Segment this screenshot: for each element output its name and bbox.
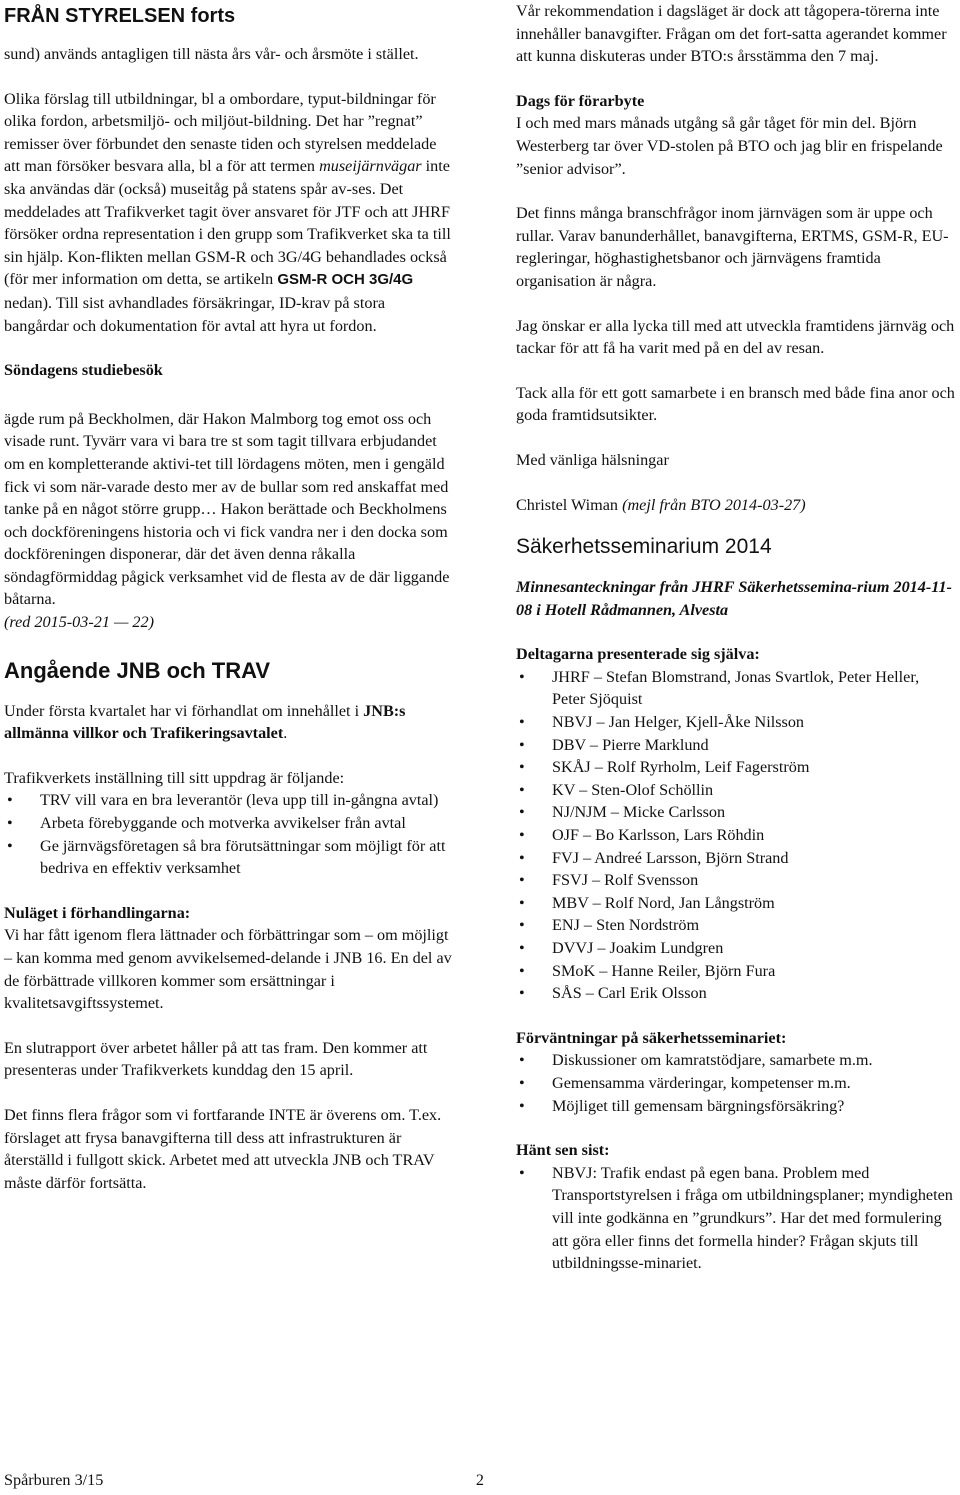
- bullet-icon: •: [519, 893, 525, 912]
- signature: [516, 494, 956, 517]
- bullet-icon: •: [519, 848, 525, 867]
- participants-list: [516, 666, 956, 1005]
- list-item: [516, 779, 956, 802]
- list-item: [516, 756, 956, 779]
- bullet-icon: •: [519, 1051, 525, 1070]
- list-item-text: Gemensamma värderingar, kompetenser m.m.: [552, 1073, 851, 1092]
- list-item-text: DVVJ – Joakim Lundgren: [552, 939, 724, 957]
- text-run: nedan). Till sist avhandlades försäkringar, ID-krav på stora bangårdar och dokumentation för avtal att hyra ut fordon.: [4, 293, 386, 335]
- bullet-icon: •: [519, 758, 525, 777]
- list-item: [516, 734, 956, 757]
- driver-change-paragraph: I och med mars månads utgång så går tåget för min del. Björn Westerberg tar över VD-stolen på BTO och jag blir en frispelande ”senior advisor”.: [516, 114, 943, 178]
- section-title-styrelsen: FRÅN STYRELSEN forts: [4, 5, 236, 27]
- list-item-text: Ge järnvägsföretagen så bra förutsättningar som möjligt för att bedriva en effektiv verksamhet: [40, 836, 446, 878]
- bullet-icon: •: [519, 939, 525, 957]
- bullet-icon: •: [519, 780, 525, 799]
- issue-label: Spårburen 3/15: [4, 1471, 104, 1489]
- participants-heading: Deltagarna presenterade sig själva:: [516, 645, 760, 664]
- bullet-icon: •: [519, 984, 525, 1003]
- list-item: [516, 869, 956, 892]
- list-item-text: Diskussioner om kamratstödjare, samarbete m.m.: [552, 1051, 873, 1070]
- list-item-text: NBVJ: Trafik endast på egen bana. Problem med Transportstyrelsen i fråga om utbildningsplaner; myndigheten vill inte godkänna en ”grundkurs”. Har det med formulering att göra eller finns det formella hinder? Frågan skjuts till utbildningsse-minariet.: [552, 1163, 953, 1273]
- bold-term: JNB:s allmänna villkor och Trafikeringsavtalet: [4, 701, 406, 743]
- list-item: [4, 812, 452, 835]
- open-questions-paragraph: Det finns flera frågor som vi fortfarande INTE är överens om. T.ex. förslaget att frysa banavgifterna till dess att infrastrukturen är återställd i fullgott skick. Arbetet med att utveckla JNB och TRAV måste därför fortsätta.: [4, 1105, 442, 1192]
- list-item: [516, 937, 956, 960]
- text-run: Under första kvartalet har vi förhandlat om innehållet i: [4, 701, 364, 720]
- list-item: [516, 1162, 956, 1275]
- bullet-icon: •: [519, 713, 525, 732]
- bullet-icon: •: [519, 826, 525, 845]
- paragraph-board-topics: [4, 88, 452, 338]
- editor-note-text: (red 2015-03-21 — 22): [4, 613, 155, 632]
- article-reference: GSM-R OCH 3G/4G: [277, 271, 414, 289]
- list-item-text: SKÅJ – Rolf Ryrholm, Leif Fagerström: [552, 758, 810, 777]
- thanks-paragraph: Tack alla för ett gott samarbete i en bransch med både fina anor och goda framtidsutsikter.: [516, 383, 955, 425]
- seminar-subtitle: Minnesanteckningar från JHRF Säkerhetssemina-rium 2014-11-08 i Hotell Rådmannen, Alvesta: [516, 578, 952, 619]
- list-item: [516, 960, 956, 983]
- list-item-text: OJF – Bo Karlsson, Lars Röhdin: [552, 826, 765, 845]
- recent-list: [516, 1162, 956, 1275]
- list-item-text: SMoK – Hanne Reiler, Björn Fura: [552, 961, 776, 980]
- final-report-paragraph: En slutrapport över arbetet håller på att tas fram. Den kommer att presenteras under Trafikverkets kunddag den 15 april.: [4, 1038, 428, 1080]
- list-item-text: ENJ – Sten Nordström: [552, 916, 700, 935]
- italic-term: museijärnvägar: [319, 157, 422, 176]
- bullet-icon: •: [519, 803, 525, 822]
- bullet-icon: •: [519, 1163, 525, 1182]
- sunday-heading: Söndagens studiebesök: [4, 361, 163, 380]
- greeting: Med vänliga hälsningar: [516, 450, 669, 469]
- recommendation-paragraph: Vår rekommendation i dagsläget är dock att tågopera-törerna inte innehåller banavgifter. Frågan om det fort-satta agerandet kommer att kunna diskuteras under BTO:s årsstämma den 7 maj.: [516, 2, 947, 66]
- list-item: [516, 824, 956, 847]
- seminar-title: Säkerhetsseminarium 2014: [516, 535, 772, 559]
- list-item-text: SÅS – Carl Erik Olsson: [552, 984, 707, 1003]
- list-item-text: NJ/NJM – Micke Carlsson: [552, 803, 726, 822]
- list-item-text: DBV – Pierre Marklund: [552, 735, 709, 754]
- list-item-text: TRV vill vara en bra leverantör (leva upp till in-gångna avtal): [40, 791, 439, 810]
- list-item-text: Arbeta förebyggande och motverka avvikelser från avtal: [40, 814, 406, 833]
- list-item: [4, 835, 452, 880]
- list-item: [516, 1049, 956, 1072]
- list-item: [516, 914, 956, 937]
- list-item: [516, 1072, 956, 1095]
- list-item: [516, 982, 956, 1005]
- list-item-text: FSVJ – Rolf Svensson: [552, 871, 699, 890]
- sunday-paragraph: ägde rum på Beckholmen, där Hakon Malmborg tog emot oss och visade runt. Tyvärr vara vi bara tre st som tagit tillvara erbjudandet om en kompletterande aktivi-tet till lördagens möten, men i gengäld fick vi som när-varade desto mer av de bullar som red anskaffat med tanke på en något större grupp… Hakon berättade och Beckholmens och dockföreningens historia och vi fick vandra ner i den docka som dockföreningen disponerar, där det även denna råkalla söndagförmiddag pågick verksamhet vid de flesta av de där liggande båtarna.: [4, 409, 450, 609]
- jnb-paragraph: [4, 700, 452, 745]
- list-item-text: Möjliget till gemensam bärgningsförsäkring?: [552, 1096, 845, 1115]
- recent-heading: Hänt sen sist:: [516, 1141, 610, 1160]
- bullet-icon: •: [7, 814, 13, 833]
- list-item: [516, 892, 956, 915]
- list-item: [516, 711, 956, 734]
- list-item: [516, 666, 956, 711]
- editor-note: [4, 611, 452, 634]
- list-item-text: JHRF – Stefan Blomstrand, Jonas Svartlok, Peter Heller, Peter Sjöquist: [552, 667, 920, 709]
- text-run: inte ska användas där (också) museitåg på statens spår av-ses. Det meddelades att Trafikverket tagit över ansvaret för JTF och att JHRF försöker ordna representation i den grupp som Trafikverket ska ta till sin hjälp. Kon-flikten mellan GSM-R och 3G/4G behandlades också (för mer information om detta, se artikeln: [4, 157, 451, 289]
- jnb-trav-title: Angående JNB och TRAV: [4, 657, 271, 683]
- list-item: [516, 1095, 956, 1118]
- industry-issues-paragraph: Det finns många branschfrågor inom järnvägen som är uppe och rullar. Varav banunderhållet, banavgifterna, ERTMS, GSM-R, EU-regleringar, höghastighetsbanor och järnvägens framtida organisation är några.: [516, 204, 949, 290]
- list-item: [516, 801, 956, 824]
- bullet-icon: •: [7, 791, 13, 810]
- wish-paragraph: Jag önskar er alla lycka till med att utveckla framtidens järnväg och tackar för att få ha varit med på en del av resan.: [516, 316, 955, 358]
- paragraph-meeting: sund) används antagligen till nästa års vår- och årsmöte i stället.: [4, 45, 419, 63]
- text-run: Olika förslag till utbildningar, bl a ombordare, typut-bildningar för olika fordon, arbetsmiljö- och miljöut-bildning. Det har ”regnat” remisser över förbundet den senaste tiden och styrelsen meddelade att man försöker besvara alla, bl a för att termen: [4, 89, 437, 176]
- status-paragraph: Vi har fått igenom flera lättnader och förbättringar som – om möjligt – kan komma med genom avvikelsemed-delande i JNB 16. En del av de förbättrade villkoren kommer som ersättningar i kvalitetsavgiftssystemet.: [4, 926, 452, 1013]
- right-column: [516, 0, 956, 1275]
- trv-list: [4, 789, 452, 879]
- bullet-icon: •: [519, 1073, 525, 1092]
- list-item-text: FVJ – Andreé Larsson, Björn Strand: [552, 848, 789, 867]
- trv-intro: Trafikverkets inställning till sitt uppdrag är följande:: [4, 768, 345, 787]
- bullet-icon: •: [519, 871, 525, 890]
- bullet-icon: •: [519, 961, 525, 980]
- list-item: [516, 847, 956, 870]
- status-heading: Nuläget i förhandlingarna:: [4, 903, 191, 922]
- page-number: 2: [475, 1471, 484, 1489]
- list-item: [4, 789, 452, 812]
- driver-change-heading: Dags för förarbyte: [516, 91, 645, 110]
- text-run: .: [283, 724, 288, 743]
- list-item-text: MBV – Rolf Nord, Jan Långström: [552, 893, 775, 912]
- bullet-icon: •: [519, 916, 525, 935]
- bullet-icon: •: [519, 667, 525, 686]
- signature-note: (mejl från BTO 2014-03-27): [622, 495, 806, 514]
- signature-name: Christel Wiman: [516, 495, 623, 514]
- list-item-text: KV – Sten-Olof Schöllin: [552, 780, 714, 799]
- expectations-heading: Förväntningar på säkerhetsseminariet:: [516, 1028, 787, 1047]
- list-item-text: NBVJ – Jan Helger, Kjell-Åke Nilsson: [552, 713, 805, 732]
- left-column: [4, 0, 452, 1194]
- bullet-icon: •: [519, 1096, 525, 1115]
- bullet-icon: •: [7, 836, 13, 855]
- expectations-list: [516, 1049, 956, 1117]
- page-footer: [4, 1471, 484, 1490]
- bullet-icon: •: [519, 735, 525, 754]
